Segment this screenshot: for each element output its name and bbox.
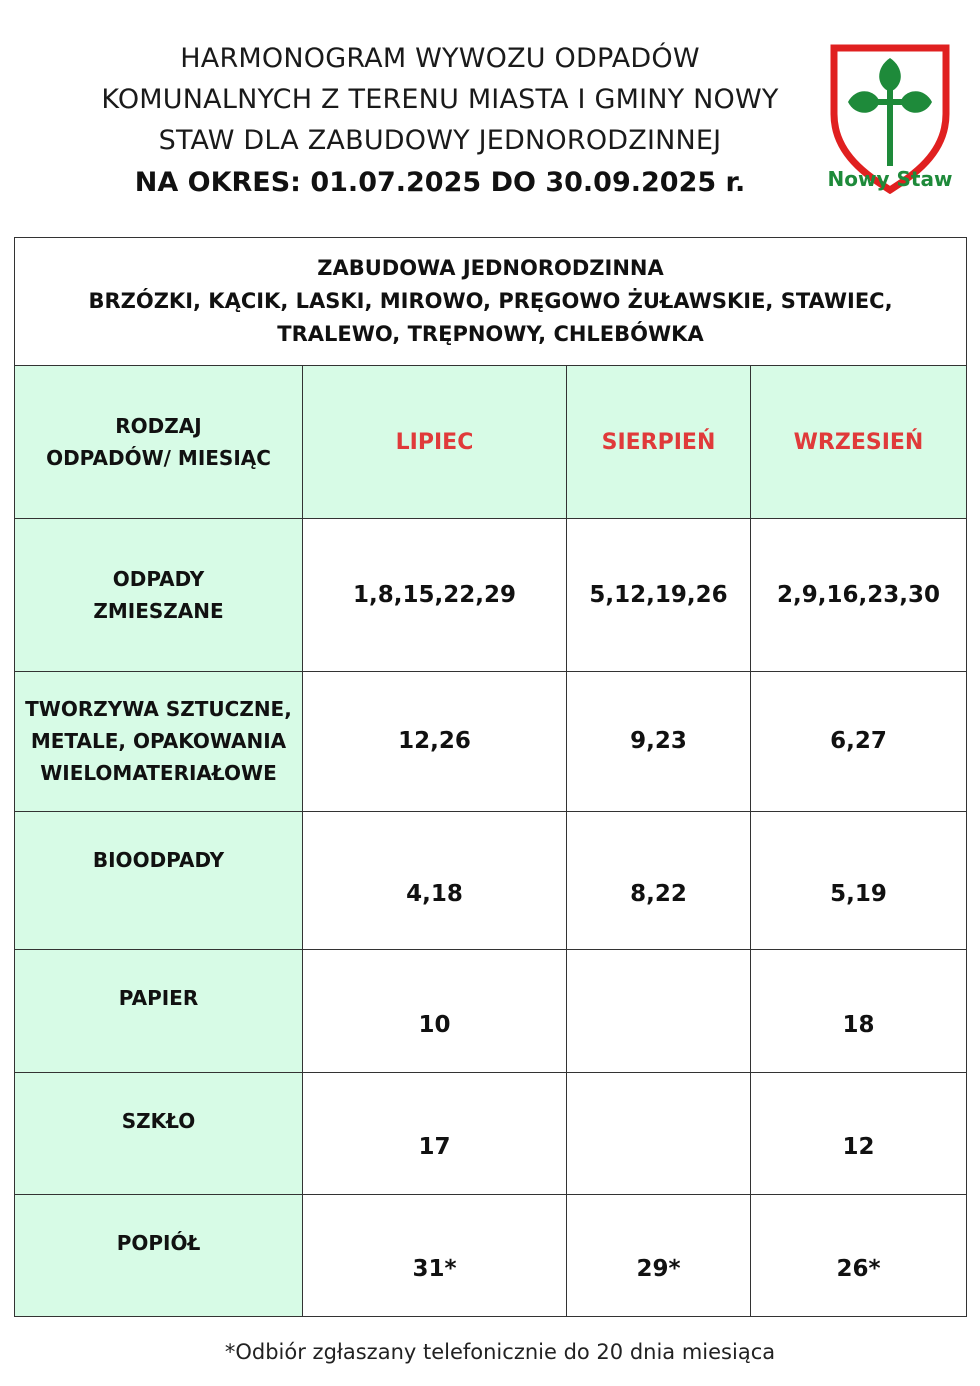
row-label-biowaste [15, 811, 303, 949]
value-cell: 5,12,19,26 [567, 519, 751, 672]
logo-caption: Nowy Staw [827, 167, 953, 191]
month-september: WRZESIEŃ [751, 366, 967, 519]
row-label-paper [15, 949, 303, 1072]
month-july: LIPIEC [303, 366, 567, 519]
row-label-line: METALE, OPAKOWANIA [30, 729, 287, 754]
row-label-line: ODPADY [112, 567, 205, 592]
footnote: *Odbiór zgłaszany telefonicznie do 20 dnia miesiąca [224, 1340, 776, 1364]
row-label-glass [15, 1072, 303, 1194]
corner-line-2: ODPADÓW/ MIESIĄC [46, 446, 271, 471]
value-cell: 2,9,16,23,30 [751, 519, 967, 672]
row-label-line: WIELOMATERIAŁOWE [40, 761, 277, 786]
value-cell: 12,26 [303, 672, 567, 811]
row-label-ash [15, 1194, 303, 1316]
value-cell: 18 [751, 949, 967, 1072]
value-cell: 8,22 [567, 811, 751, 949]
row-label-mixed-waste [15, 519, 303, 672]
table-row [15, 672, 967, 811]
month-august: SIERPIEŃ [567, 366, 751, 519]
value-cell: 6,27 [751, 672, 967, 811]
table-row [15, 811, 967, 949]
value-cell: 31* [303, 1194, 567, 1316]
area-line-2: BRZÓZKI, KĄCIK, LASKI, MIROWO, PRĘGOWO ŻUŁAWSKIE, STAWIEC, [88, 289, 893, 314]
area-row [15, 238, 967, 366]
value-cell: 17 [303, 1072, 567, 1194]
document-header [40, 38, 840, 205]
table-row [15, 1072, 967, 1194]
row-label-plastics-metals [15, 672, 303, 811]
corner-header [15, 366, 303, 519]
table-row [15, 949, 967, 1072]
value-cell: 12 [751, 1072, 967, 1194]
title-line-3: STAW DLA ZABUDOWY JEDNORODZINNEJ [158, 125, 722, 156]
value-cell [567, 949, 751, 1072]
title-line-1: HARMONOGRAM WYWOZU ODPADÓW [180, 43, 700, 74]
value-cell: 4,18 [303, 811, 567, 949]
table-row [15, 1194, 967, 1316]
title-line-2: KOMUNALNYCH Z TERENU MIASTA I GMINY NOWY [101, 84, 779, 115]
value-cell: 26* [751, 1194, 967, 1316]
row-label-line: POPIÓŁ [116, 1230, 201, 1255]
value-cell: 10 [303, 949, 567, 1072]
row-label-line: SZKŁO [121, 1108, 196, 1133]
value-cell: 29* [567, 1194, 751, 1316]
row-label-line: ZMIESZANE [93, 599, 224, 624]
corner-line-1: RODZAJ [115, 414, 202, 439]
month-header-row [15, 366, 967, 519]
area-line-3: TRALEWO, TRĘPNOWY, CHLEBÓWKA [277, 322, 704, 347]
area-cell [15, 238, 967, 366]
period: NA OKRES: 01.07.2025 DO 30.09.2025 r. [134, 167, 746, 198]
value-cell: 9,23 [567, 672, 751, 811]
row-label-line: PAPIER [118, 985, 199, 1010]
area-line-1: ZABUDOWA JEDNORODZINNA [317, 256, 664, 281]
value-cell: 5,19 [751, 811, 967, 949]
table-row [15, 519, 967, 672]
value-cell: 1,8,15,22,29 [303, 519, 567, 672]
value-cell [567, 1072, 751, 1194]
schedule-table [14, 237, 967, 1317]
row-label-line: TWORZYWA SZTUCZNE, [25, 697, 292, 722]
row-label-line: BIOODPADY [92, 847, 225, 872]
